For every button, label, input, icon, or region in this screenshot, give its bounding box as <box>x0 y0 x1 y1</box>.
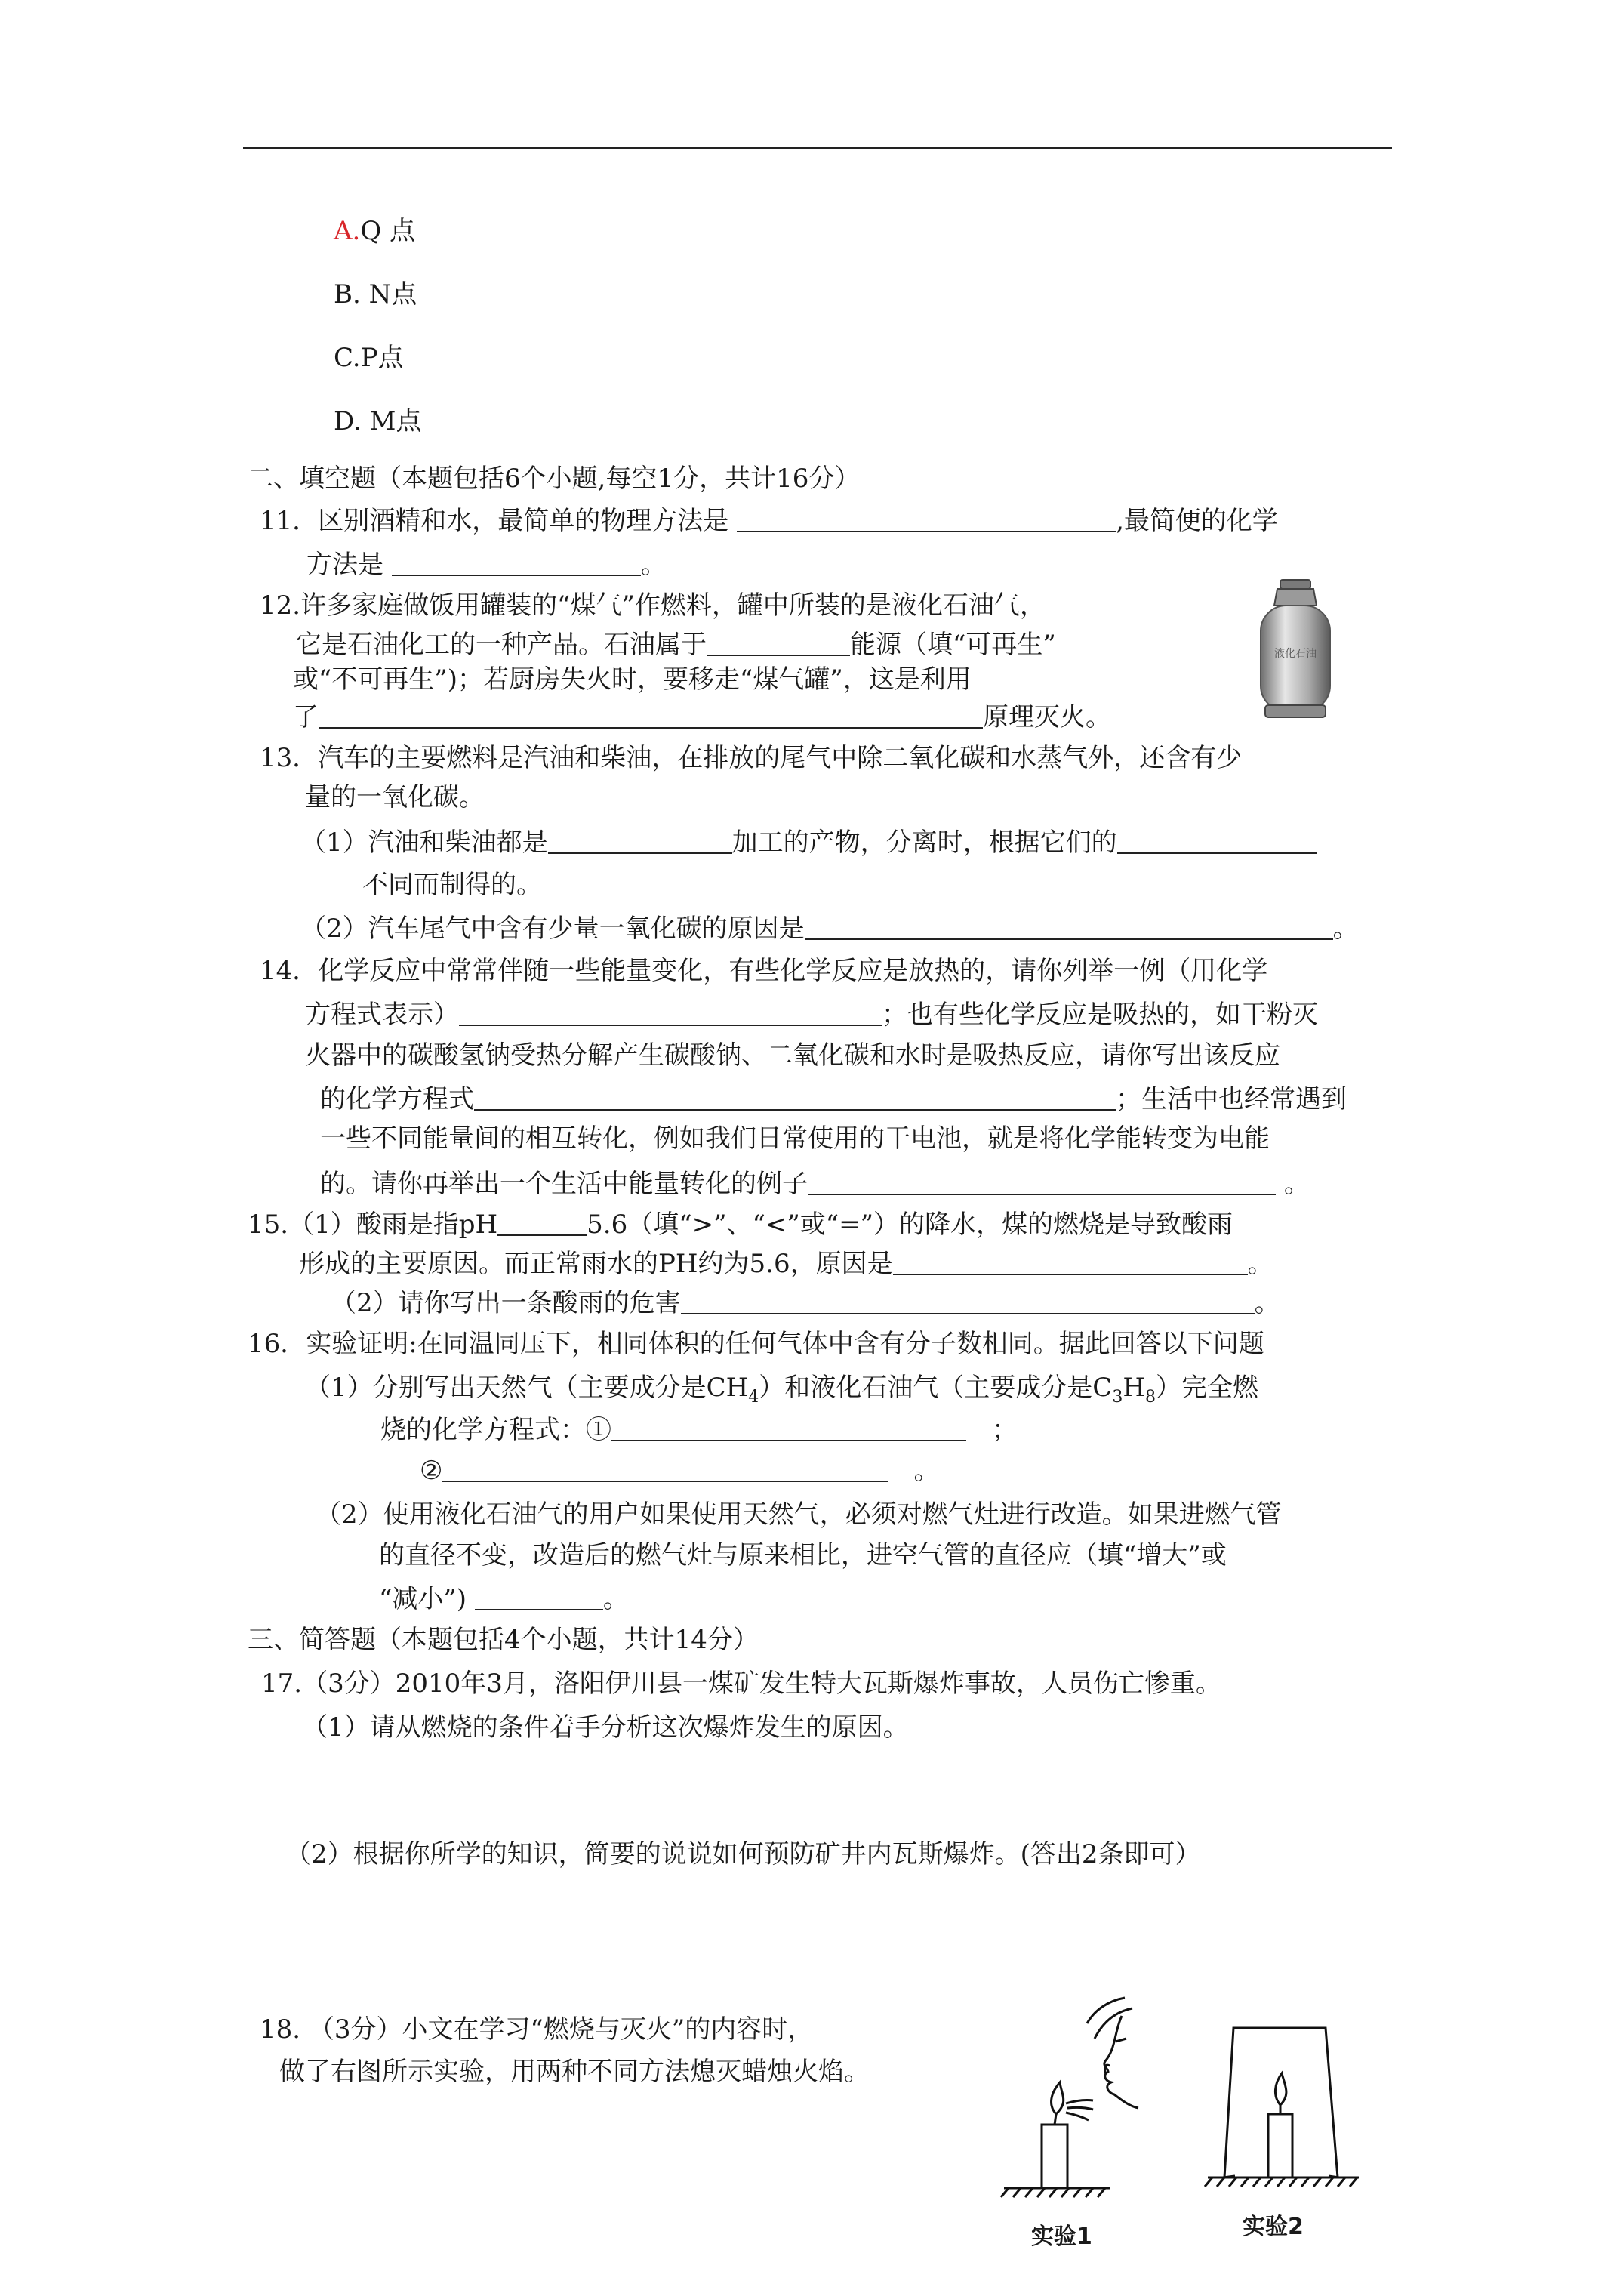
q13-blank-2[interactable] <box>1117 827 1317 854</box>
q16-blank-1[interactable] <box>611 1414 966 1441</box>
header-rule <box>243 147 1392 149</box>
q11-blank-2[interactable] <box>392 549 641 576</box>
candle-experiment-figure <box>981 1993 1374 2242</box>
q13-line5: （2）汽车尾气中含有少量一氧化碳的原因是 。 <box>300 914 1359 944</box>
q16-line2: （1）分别写出天然气（主要成分是$CH_4$）和液化石油气（主要成分是$C_3H_8$）完全燃 <box>305 1373 1258 1407</box>
experiment-1-drawing <box>1001 1998 1138 2197</box>
experiment-1-caption: 实验1 <box>1031 2224 1092 2250</box>
q12-blank-1[interactable] <box>707 629 850 656</box>
q11-line1: 11．区别酒精和水，最简单的物理方法是 ,最简便的化学 <box>260 506 1278 536</box>
q12-line2: 它是石油化工的一种产品。石油属于 能源（填“可再生” <box>296 630 1056 660</box>
q13-line3: （1）汽油和柴油都是 加工的产物，分离时，根据它们的 <box>300 826 1317 859</box>
q12-line1: 12.许多家庭做饭用罐装的“煤气”作燃料，罐中所装的是液化石油气， <box>260 590 1046 621</box>
q16-line6: 的直径不变，改造后的燃气灶与原来相比，进空气管的直径应（填“增大”或 <box>379 1540 1227 1570</box>
gas-tank-figure <box>1255 575 1336 720</box>
q14-blank-3[interactable] <box>808 1168 1276 1195</box>
experiment-2-drawing <box>1205 2028 1359 2187</box>
q16-line4: ② 。 <box>420 1456 940 1486</box>
q14-line5: 一些不同能量间的相互转化，例如我们日常使用的干电池，就是将化学能转变为电能 <box>320 1123 1270 1154</box>
section-3-heading: 三、简答题（本题包括4个小题，共计14分） <box>248 1625 759 1655</box>
q12-blank-2[interactable] <box>319 701 983 729</box>
q11-line2: 方法是 。 <box>306 550 667 580</box>
q15-blank-3[interactable] <box>681 1287 1255 1314</box>
q15-line3: （2）请你写出一条酸雨的危害 。 <box>331 1288 1280 1318</box>
q13-line4: 不同而制得的。 <box>362 870 542 900</box>
q13-line1: 13．汽车的主要燃料是汽油和柴油，在排放的尾气中除二氧化碳和水蒸气外，还含有少 <box>260 743 1243 773</box>
q14-line2: 方程式表示） ；也有些化学反应是吸热的，如干粉灭 <box>305 1000 1318 1030</box>
q14-blank-2[interactable] <box>474 1083 1116 1111</box>
q16-blank-3[interactable] <box>475 1583 603 1610</box>
q15-blank-1[interactable] <box>497 1209 587 1236</box>
q15-blank-2[interactable] <box>893 1248 1248 1275</box>
q17-sub2: （2）根据你所学的知识，简要的说说如何预防矿井内瓦斯爆炸。(答出2条即可） <box>285 1839 1201 1869</box>
q16-blank-2[interactable] <box>442 1455 888 1482</box>
section-2-heading: 二、填空题（本题包括6个小题,每空1分，共计16分） <box>248 464 861 494</box>
q14-blank-1[interactable] <box>459 999 882 1026</box>
q18-line1: 18. （3分）小文在学习“燃烧与灭火”的内容时， <box>260 2014 814 2045</box>
q13-blank-1[interactable] <box>548 827 732 854</box>
q18-line2: 做了右图所示实验，用两种不同方法熄灭蜡烛火焰。 <box>279 2057 870 2087</box>
q12-line3: 或“不可再生”)；若厨房失火时，要移走“煤气罐”，这是利用 <box>293 664 972 695</box>
q17-line1: 17.（3分）2010年3月，洛阳伊川县一煤矿发生特大瓦斯爆炸事故，人员伤亡惨重。 <box>261 1669 1221 1699</box>
q14-line4: 的化学方程式 ；生活中也经常遇到 <box>320 1084 1347 1114</box>
q11-blank-1[interactable] <box>737 505 1116 532</box>
q12-line4: 了 原理灭火。 <box>293 702 1111 732</box>
q13-line2: 量的一氧化碳。 <box>305 782 485 812</box>
q13-blank-3[interactable] <box>805 913 1333 940</box>
q14-line3: 火器中的碳酸氢钠受热分解产生碳酸钠、二氧化碳和水时是吸热反应，请你写出该反应 <box>305 1040 1280 1071</box>
choice-b: B. N点 <box>334 279 417 310</box>
q16-line7: “减小”) 。 <box>379 1584 629 1614</box>
choice-c: C.P点 <box>334 343 404 373</box>
q15-line1: 15.（1）酸雨是指pH 5.6（填“>”、“<”或“=”）的降水，煤的燃烧是导致酸雨 <box>248 1210 1233 1240</box>
experiment-2-caption: 实验2 <box>1243 2214 1304 2240</box>
q14-line6: 的。请你再举出一个生活中能量转化的例子 。 <box>320 1169 1310 1199</box>
q16-line1: 16．实验证明:在同温同压下，相同体积的任何气体中含有分子数相同。据此回答以下问题 <box>248 1329 1264 1359</box>
q17-sub1: （1）请从燃烧的条件着手分析这次爆炸发生的原因。 <box>302 1712 909 1743</box>
tank-label: 液化石油 <box>1274 648 1317 660</box>
choice-a: A.Q 点 <box>334 216 416 246</box>
q15-line2: 形成的主要原因。而正常雨水的PH约为5.6，原因是 。 <box>299 1249 1273 1279</box>
q14-line1: 14．化学反应中常常伴随一些能量变化，有些化学反应是放热的，请你列举一例（用化学 <box>260 956 1268 986</box>
q16-line3: 烧的化学方程式：① ； <box>380 1415 1018 1445</box>
q16-line5: （2）使用液化石油气的用户如果使用天然气，必须对燃气灶进行改造。如果进燃气管 <box>316 1499 1282 1530</box>
choice-d: D. M点 <box>334 406 422 436</box>
